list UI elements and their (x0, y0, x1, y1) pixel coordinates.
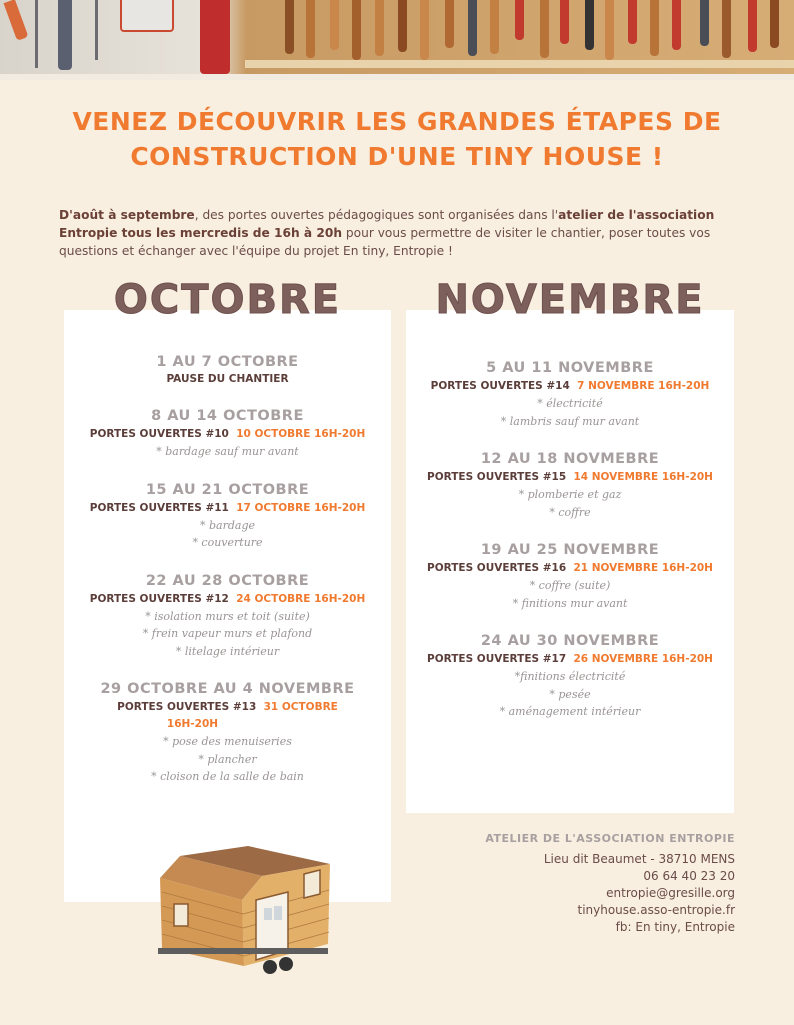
novembre-title: NOVEMBRE (435, 277, 705, 323)
task-item: * électricité (537, 397, 603, 410)
intro-period: D'août à septembre (59, 208, 195, 222)
open-day-date: 17 OCTOBRE 16H-20H (236, 501, 366, 514)
open-day-time: 16H-20H (166, 718, 219, 730)
week-title: 5 AU 11 NOVEMBRE (486, 360, 654, 376)
open-day-date: 31 OCTOBRE (263, 701, 338, 713)
tiny-house-illustration (152, 842, 342, 980)
week-title: 22 AU 28 OCTOBRE (145, 572, 310, 589)
task-item: * plomberie et gaz (518, 488, 622, 501)
open-day-label: PORTES OUVERTES #17 (427, 653, 567, 665)
task-item: * couverture (192, 536, 263, 549)
task-item: * coffre (549, 505, 591, 519)
open-day-label: PORTES OUVERTES #10 (89, 428, 229, 440)
contact-facebook: fb: En tiny, Entropie (615, 920, 735, 934)
week-title: 1 AU 7 OCTOBRE (156, 354, 299, 370)
open-day-label: PORTES OUVERTES #13 (117, 701, 257, 713)
week-title: 8 AU 14 OCTOBRE (151, 408, 304, 424)
open-day-date: 24 OCTOBRE 16H-20H (236, 592, 366, 605)
task-item: * coffre (suite) (529, 579, 611, 592)
open-day-line (406, 469, 734, 486)
week-title: 19 AU 25 NOVEMBRE (480, 542, 660, 558)
week-title: 15 AU 21 OCTOBRE (145, 481, 310, 498)
task-item: * aménagement intérieur (499, 705, 641, 718)
week-block (406, 449, 734, 521)
task-item: *finitions électricité (514, 670, 626, 683)
week-block (64, 480, 391, 552)
open-day-date: 26 NOVEMBRE 16H-20H (573, 653, 713, 665)
open-day-label: PORTES OUVERTES #16 (427, 562, 567, 574)
week-title: 12 AU 18 NOVMEBRE (480, 451, 660, 467)
task-item: * pose des menuiseries (163, 735, 292, 748)
headline-line-2: CONSTRUCTION D'UNE TINY HOUSE ! (130, 142, 664, 171)
contact-phone: 06 64 40 23 20 (643, 869, 735, 883)
tools-banner-image (0, 0, 794, 80)
task-item: * finitions mur avant (512, 596, 628, 610)
task-item: * frein vapeur murs et plafond (142, 627, 313, 640)
task-item: * litelage intérieur (175, 644, 280, 658)
week-block (406, 540, 734, 612)
intro-paragraph (59, 206, 739, 260)
intro-text-1: , des portes ouvertes pédagogiques sont organisées dans l' (194, 208, 559, 222)
open-day-date: 14 NOVEMBRE 16H-20H (573, 471, 713, 483)
open-day-line (64, 426, 391, 443)
contact-website: tinyhouse.asso-entropie.fr (577, 903, 735, 917)
open-day-date: 21 NOVEMBRE 16H-20H (573, 562, 713, 574)
contact-block (485, 830, 735, 936)
contact-org: ATELIER DE L'ASSOCIATION ENTROPIE (485, 832, 735, 845)
task-item: * bardage (199, 518, 255, 532)
novembre-schedule (406, 358, 734, 739)
task-item: * plancher (198, 752, 257, 766)
open-day-label: PORTES OUVERTES #14 (430, 380, 570, 392)
task-item: * bardage sauf mur avant (156, 445, 299, 458)
open-day-label: PORTES OUVERTES #11 (89, 501, 229, 514)
open-day-date: 7 NOVEMBRE 16H-20H (577, 380, 710, 392)
open-day-label: PORTES OUVERTES #12 (89, 592, 229, 605)
open-day-line (406, 560, 734, 577)
open-day-line (64, 500, 391, 517)
open-day-label: PORTES OUVERTES #15 (427, 471, 567, 483)
open-day-line (406, 378, 734, 395)
task-item: * cloison de la salle de bain (151, 770, 304, 783)
intro-location-schedule: atelier de l'association Entropie tous les mercredis de 16h à 20h (59, 208, 715, 240)
week-title: 29 OCTOBRE AU 4 NOVEMBRE (100, 681, 355, 697)
open-day-line (64, 699, 391, 733)
week-title: 24 AU 30 NOVEMBRE (480, 633, 660, 649)
week-block (406, 358, 734, 430)
week-note: PAUSE DU CHANTIER (166, 373, 289, 385)
intro-text-2: pour vous permettre de visiter le chantier, poser toutes vos questions et échanger avec l'équipe du projet En tiny, Entropie ! (59, 226, 711, 258)
week-block (406, 631, 734, 721)
week-block (64, 352, 391, 387)
task-item: * pesée (549, 687, 591, 701)
task-item: * lambris sauf mur avant (500, 414, 640, 428)
octobre-schedule (64, 352, 391, 804)
page-headline (60, 104, 734, 174)
week-block (64, 406, 391, 461)
open-day-line (64, 591, 391, 608)
week-block (64, 679, 391, 786)
contact-email: entropie@gresille.org (606, 886, 735, 900)
open-day-line (406, 651, 734, 668)
task-item: * isolation murs et toit (suite) (145, 609, 310, 623)
octobre-title: OCTOBRE (113, 277, 342, 323)
headline-line-1: VENEZ DÉCOUVRIR LES GRANDES ÉTAPES DE (72, 107, 722, 136)
week-block (64, 571, 391, 661)
contact-address: Lieu dit Beaumet - 38710 MENS (543, 852, 735, 866)
open-day-date: 10 OCTOBRE 16H-20H (236, 428, 366, 440)
